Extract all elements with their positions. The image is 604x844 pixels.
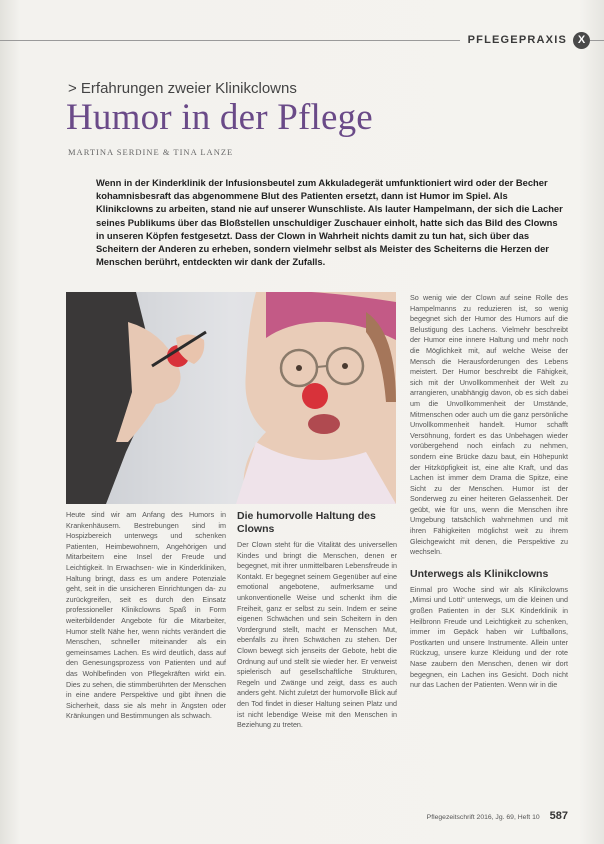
column-middle — [237, 510, 397, 731]
article-lead: Wenn in der Kinderklinik der Infusionsbeutel zum Akkuladegerät umfunktioniert wird oder der Becher kohamnisbesraft das abgenommene Blut des Patienten ersetzt, dann ist Humor im Spiel. Als Klinikclowns zu arbeiten, stand nie auf unserer Wunschliste. Als lauter Hampelmann, der sich die Lacher seines Publikums über das Bloßstellen unschuldiger Zuschauer einholt, hatte sich das Bild des Clowns in unseren Köpfen festgesetzt. Dass der Clown in Wahrheit nichts damit zu tun hat, sich über das Scheitern der Anderen zu erheben, sondern vielmehr selbst als Meister des Scheiterns die Herzen der Menschen berührt, entdeckten wir dank der Zufalls. — [96, 177, 563, 268]
section-label-text: PFLEGEPRAXIS — [467, 34, 567, 46]
left-column-body: Heute sind wir am Anfang des Humors in Krankenhäusern. Bestrebungen sind im Hospizbereich unterwegs und schenken Patienten, Heimbewohnern, Angehörigen und Mitarbeitern eine Insel der Freude und Leichtigkeit. In Erwachsen- wie in Kinderkliniken, Haltung bringt, dass es um andere Potenziale geht, seit in die unsicheren Einrichtungen da- zu zurückgreifen, seit es durch den Einsatz professioneller Klinikclowns Spaß in Form weiterbildender Angebote für die Mitarbeiter, Humor stellt Nähe her, wenn nichts verändert die Menschen, schneller miteinander als ein gemeinsames Lachen. Es wird deutlich, dass auf den Genesungsprozess von Patienten und auf das Wohlbefinden von Pflegekräften wirkt ein. Dies zu sehen, die stimmberührten der Menschen in eine andere Perspektive und gibt ihnen die Sicherheit, dass sie als mehr in Ängsten oder Kränkungen und Bestimmungen als schwach. — [66, 510, 226, 721]
middle-column-body: Der Clown steht für die Vitalität des universellen Kindes und bringt die Menschen, denen er begegnet, mit ihrer unmittelbaren Lebensfreude in Kontakt. Er begegnet seinem Gegenüber auf eine emotional angebotene, aufmerksame und unkonventionelle Weise und schenkt ihm die Freiheit, ganz er selbst zu sein. Indem er seine eigenen Schwächen und sein Scheitern in den Vordergrund stellt, macht er Menschen Mut, ebenfalls zu ihren Schwächen zu stehen. Der Clown bewegt sich jenseits der Gebote, hebt die Ordnung auf und stellt sie wieder her. Er verweist spielerisch auf gesellschaftliche Strukturen, Regeln und Zwänge und zeigt, dass es auch anders geht. Nicht zuletzt der humorvolle Blick auf den Tod findet in dieser Haltung seinen Platz und ist nicht lebendige Weise mit den Menschen in Beziehung zu treten. — [237, 540, 397, 730]
column-left — [66, 510, 226, 722]
column-right — [410, 293, 568, 691]
page-number: 587 — [549, 810, 568, 822]
section-x-icon: X — [573, 32, 590, 49]
journal-citation: Pflegezeitschrift 2016, Jg. 69, Heft 10 — [426, 814, 540, 821]
two-clowns-photo — [66, 292, 396, 504]
right-clown-nose — [302, 383, 328, 409]
right-column-body: So wenig wie der Clown auf seine Rolle des Hampelmanns zu reduzieren ist, so wenig begegnet sich der Humor des Humors auf die Belustigung des Lachens. Vielmehr beschreibt der Humor eine innere Haltung und mehr noch die Möglichkeit mit, auf welche Weise der Mensch die Herausforderungen des Lebens meistert. Der Humor beschreibt die Fähigkeit, sich mit der Unvollkommenheit der Welt zu arrangieren, unabhängig davon, ob es sich dabei um die Unvollkommenheit der Umstände, Mitmenschen oder auch um die ganz persönliche Unvollkommenheit handelt. Humor schafft Versöhnung, fordert es das Unbehagen wieder vorübergehend noch einfach zu nehmen, sondern eine Brücke dazu baut, ein Höhepunkt der Hitzköpfigkeit ist, eine alte Kraft, und das Lachen ist immer dem Drama die Spitze, eine Sicht zu der Menschen. Humor ist der Sonderweg zu einer heiteren Gelassenheit. Der geübt, wie für uns, wenn die Menschen ihre Umgebung tatsächlich wahrnehmen und mit ihren Fähigkeiten möglichst weit zu ihrem Gleichgewicht mit denen, die Perspektive zu wechseln. — [410, 293, 568, 557]
article-kicker: > Erfahrungen zweier Klinikclowns — [68, 80, 297, 97]
right-column-body-2: Einmal pro Woche sind wir als Klinikclowns „Mimsi und Lotti“ unterwegs, um die kleinen und großen Patienten in der SLK Kinderklinik in Heilbronn Freude und Leichtigkeit zu schenken, immer im Gepäck haben wir Luftballons, Postkarten und unsere Instrumente. Allein unter Rückzug, unsere kurze Kleidung und der rote Nase zaubern den Menschen, denen wir dort begegnen, ein Lachen ins Gesicht. Doch nicht nur das Lachen der Patienten. Wenn wir in die — [410, 584, 568, 690]
photo-illustration — [66, 292, 396, 504]
page-footer — [427, 810, 568, 822]
open-mouth — [308, 414, 340, 434]
section-label — [460, 30, 590, 50]
article-title: Humor in der Pflege — [66, 97, 373, 138]
article-authors: MARTINA SERDINE & TINA LANZE — [68, 147, 234, 157]
middle-heading: Die humorvolle Haltung des Clowns — [237, 510, 376, 535]
right-heading: Unterwegs als Klinikclowns — [410, 567, 549, 580]
